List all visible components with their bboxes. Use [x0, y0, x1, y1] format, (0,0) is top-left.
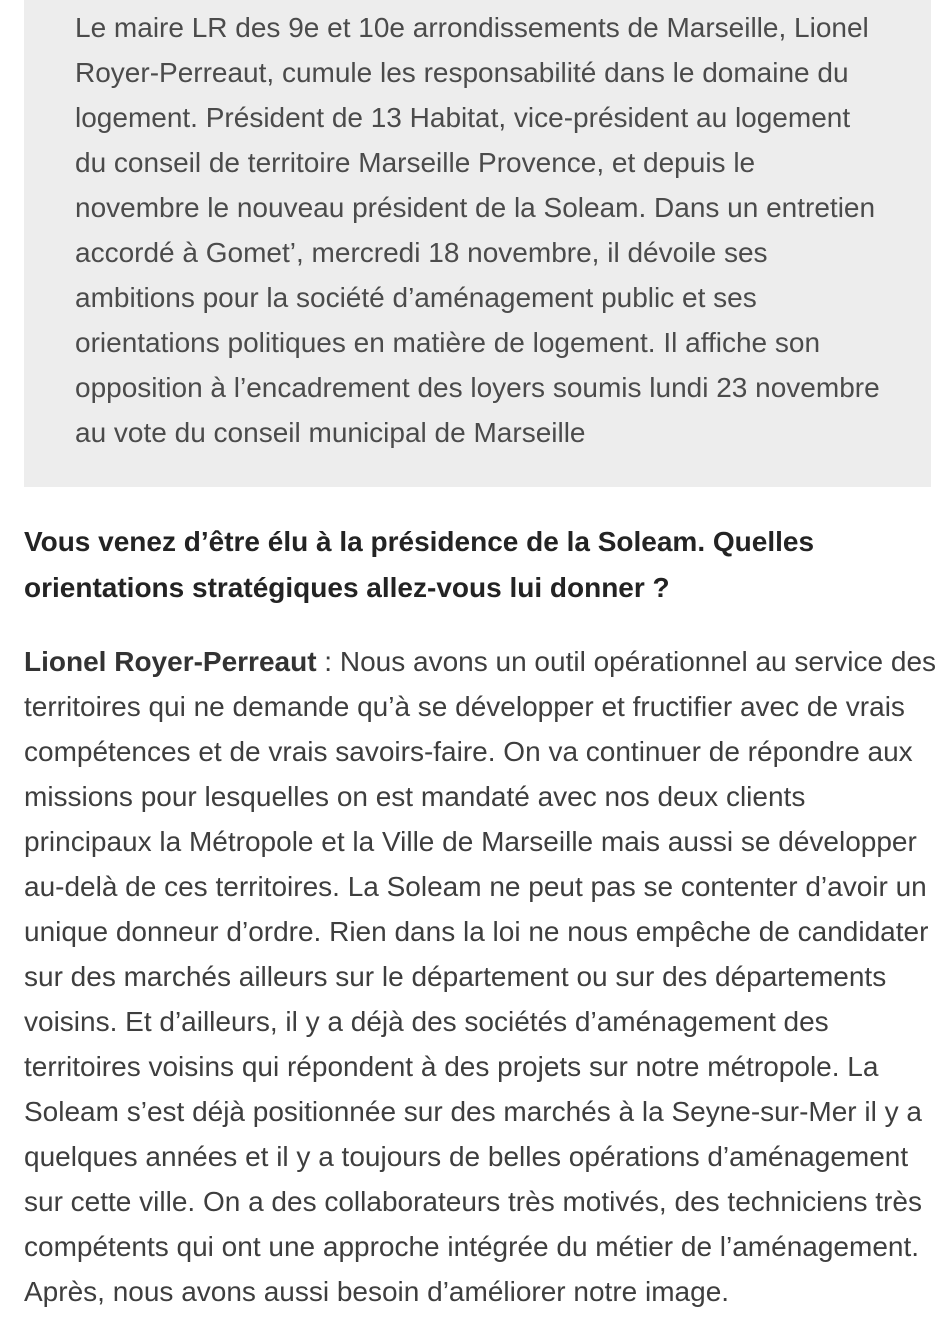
answer-text: : Nous avons un outil opérationnel au service des territoires qui ne demande qu’à se développer et fructifier avec de vrais compétences et de vrais savoirs-faire. On va continuer de répondre aux missions pour lesquelles on est mandaté avec nos deux clients principaux la Métropole et la Ville de Marseille mais aussi se développer au-delà de ces territoires. La Soleam ne peut pas se contenter d’avoir un unique donneur d’ordre. Rien dans la loi ne nous empêche de candidater sur des marchés ailleurs sur le département ou sur des départements voisins. Et d’ailleurs, il y a déjà des sociétés d’aménagement des territoires voisins qui répondent à des projets sur notre métropole. La Soleam s’est déjà positionnée sur des marchés à la Seyne-sur-Mer il y a quelques années et il y a toujours de belles opérations d’aménagement sur cette ville. On a des collaborateurs très motivés, des techniciens très compétents qui ont une approche intégrée du métier de l’aménagement. Après, nous avons aussi besoin d’améliorer notre image. — [24, 646, 937, 1307]
intro-text: Le maire LR des 9e et 10e arrondissements de Marseille, Lionel Royer-Perreaut, cumule les responsabilité dans le domaine du logement. Président de 13 Habitat, vice-président au logement du conseil de territoire Marseille Provence, et depuis le novembre le nouveau président de la Soleam. Dans un entretien accordé à Gomet’, mercredi 18 novembre, il dévoile ses ambitions pour la société d’aménagement public et ses orientations politiques en matière de logement. Il affiche son opposition à l’encadrement des loyers soumis lundi 23 novembre au vote du conseil municipal de Marseille — [75, 12, 880, 448]
intro-blockquote — [24, 0, 931, 487]
interview-question: Vous venez d’être élu à la présidence de la Soleam. Quelles orientations stratégiques allez-vous lui donner ? — [24, 526, 815, 603]
interview-answer — [24, 639, 940, 1314]
speaker-name: Lionel Royer-Perreaut — [24, 646, 317, 677]
